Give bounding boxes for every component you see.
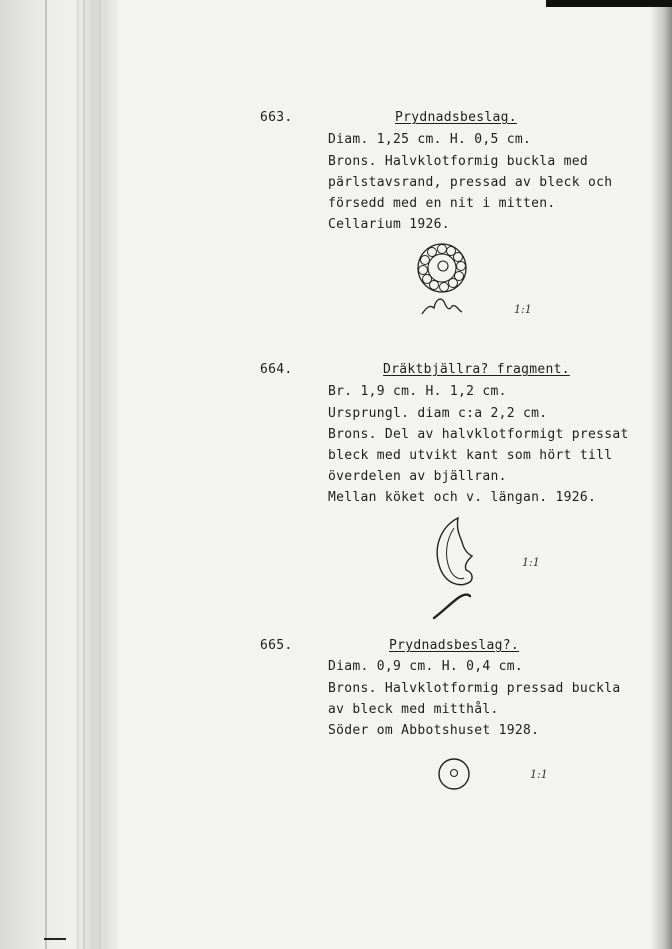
entry-line: Brons. Halvklotformig pressad buckla xyxy=(328,681,621,696)
scale-label: 1:1 xyxy=(514,303,532,316)
entry-number: 663. xyxy=(260,110,293,125)
entry-line: Brons. Del av halvklotformigt pressat xyxy=(328,427,629,442)
scan-edge-bar xyxy=(546,0,672,7)
bell-fragment-drawing xyxy=(420,512,490,622)
scale-label: 1:1 xyxy=(530,768,548,781)
entry-line: försedd med en nit i mitten. xyxy=(328,196,556,211)
entry-number: 665. xyxy=(260,638,293,653)
entry-line: Diam. 1,25 cm. H. 0,5 cm. xyxy=(328,132,532,147)
scan-edge-mark xyxy=(44,938,66,940)
entry-line: Mellan köket och v. längan. 1926. xyxy=(328,490,597,505)
entry-line: Cellarium 1926. xyxy=(328,217,450,232)
entry-title: Dräktbjällra? fragment. xyxy=(383,362,570,377)
entry-title: Prydnadsbeslag?. xyxy=(389,638,520,653)
entry-line: pärlstavsrand, pressad av bleck och xyxy=(328,175,613,190)
entry-line: Diam. 0,9 cm. H. 0,4 cm. xyxy=(328,659,524,674)
entry-line: Söder om Abbotshuset 1928. xyxy=(328,723,540,738)
small-boss-drawing xyxy=(436,756,472,792)
scale-label: 1:1 xyxy=(522,556,540,569)
entry-title: Prydnadsbeslag. xyxy=(395,110,517,125)
entry-line: av bleck med mitthål. xyxy=(328,702,499,717)
ornament-boss-drawing xyxy=(410,238,480,323)
entry-line: Ursprungl. diam c:a 2,2 cm. xyxy=(328,406,548,421)
entry-line: Br. 1,9 cm. H. 1,2 cm. xyxy=(328,384,507,399)
entry-line: bleck med utvikt kant som hört till xyxy=(328,448,613,463)
entry-line: Brons. Halvklotformig buckla med xyxy=(328,154,589,169)
gutter-lines xyxy=(40,0,110,949)
page-edge-shadow xyxy=(650,0,672,949)
entry-number: 664. xyxy=(260,362,293,377)
entry-line: överdelen av bjällran. xyxy=(328,469,507,484)
